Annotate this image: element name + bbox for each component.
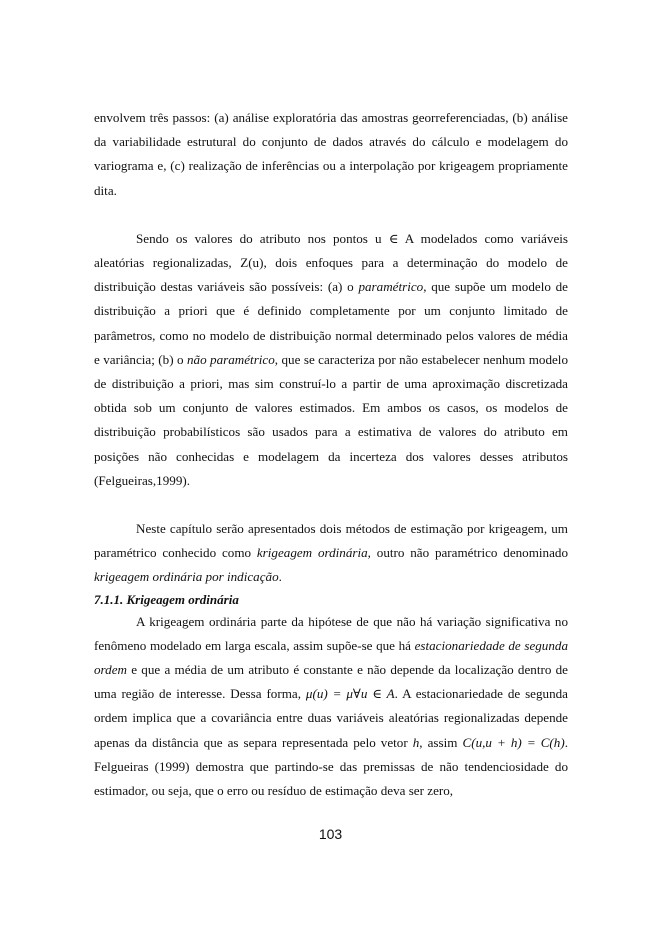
vector-h: h [412, 734, 420, 750]
equation-mean: μ(u) = μ∀u ∈ A [305, 686, 395, 702]
paragraph-ordinary-kriging [94, 610, 568, 804]
text-run: e que a média de um atributo é constante e não depende da localização dentro de uma região de interesse. Dessa forma, [94, 662, 568, 702]
emphasis-nonparametric: não paramétrico [186, 351, 275, 367]
document-body [94, 106, 568, 803]
page-number: 103 [318, 826, 343, 842]
emphasis-indicator-kriging: krigeagem ordinária por indicação [94, 569, 279, 585]
text-run: A krigeagem ordinária parte da hipótese de que não há variação significativa no fenômeno modelado em larga escala, assim supõe-se que há [94, 613, 568, 653]
paragraph-steps: envolvem três passos: (a) análise exploratória das amostras georreferenciadas, (b) análise da variabilidade estrutural do conjunto de dados através do cálculo e modelagem do variograma e, (c) realização de inferências ou a interpolação por krigeagem propriamente dita. [94, 110, 568, 198]
emphasis-second-order-stationarity: estacionariedade de segunda ordem [94, 637, 568, 678]
text-run: , que supõe um modelo de distribuição a priori que é definido completamente por um conjunto limitado de parâmetros, como no modelo de distribuição normal determinado pelos valores de média e variância; (b) o [94, 279, 568, 367]
equation-covariance: C(u,u + h) = C(h) [462, 734, 565, 750]
text-run: , assim [419, 734, 463, 750]
text-run: . Felgueiras (1999) demostra que partindo-se das premissas de não tendenciosidade do estimador, ou seja, que o erro ou resíduo de estimação deva ser zero, [94, 734, 568, 799]
text-run: Neste capítulo serão apresentados dois métodos de estimação por krigeagem, um paramétrico conhecido como [94, 521, 568, 561]
section-heading: 7.1.1. Krigeagem ordinária [94, 591, 239, 607]
text-run: . [278, 569, 282, 585]
emphasis-parametric: paramétrico [358, 279, 424, 295]
text-run: outro não paramétrico denominado [370, 545, 569, 561]
emphasis-ordinary-kriging: krigeagem ordinária, [256, 545, 371, 561]
text-run: Sendo os valores do atributo nos pontos u ∈ A modelados como variáveis aleatórias regionalizadas, Z(u), dois enfoques para a determinação do modelo de distribuição destas variáveis são possíveis: (a) o [94, 230, 568, 295]
paragraph-distribution-models [94, 227, 568, 493]
text-run: . A estacionariedade de segunda ordem implica que a covariância entre duas variáveis aleatórias regionalizadas depende apenas da distância que as separa representada pelo vetor [94, 686, 568, 750]
paragraph-chapter-methods [94, 517, 568, 590]
text-run: , que se caracteriza por não estabelecer nenhum modelo de distribuição a priori, mas sim construí-lo a partir de uma aproximação discretizada obtida sob um conjunto de valores estimados. Em ambos os casos, os modelos de distribuição probabilísticos são usados para a estimativa de valores do atributo em posições não conhecidas e modelagem da incerteza dos valores desses atributos (Felgueiras,1999). [94, 351, 568, 488]
